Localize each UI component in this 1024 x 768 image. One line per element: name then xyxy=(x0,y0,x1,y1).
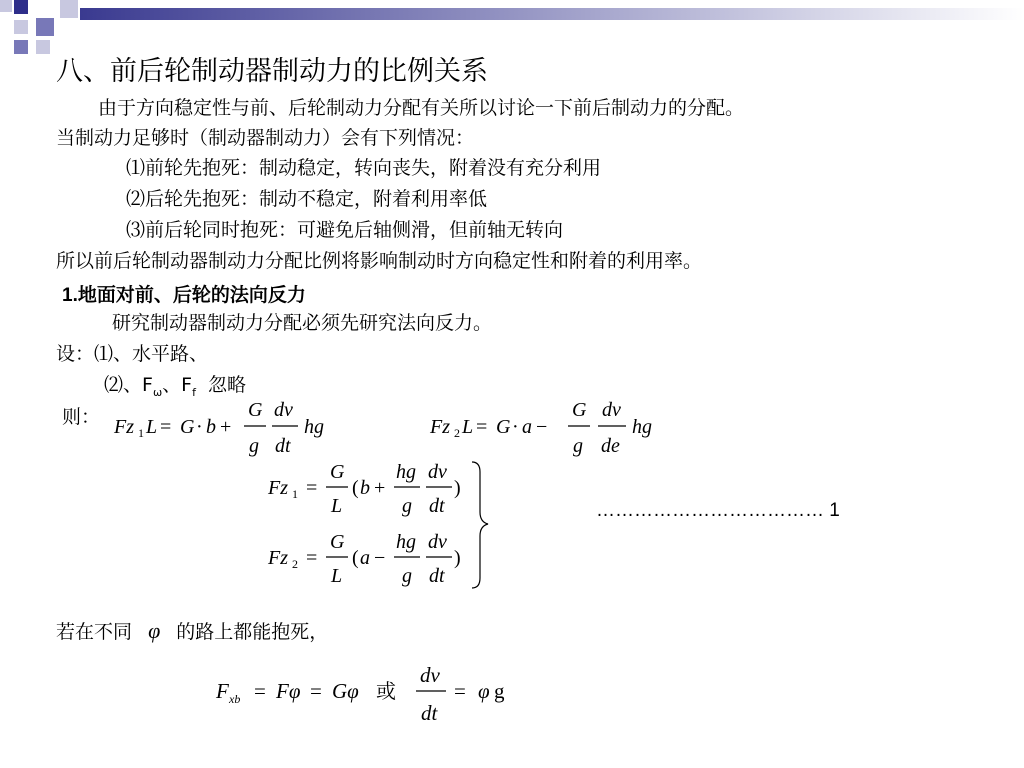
svg-text:G: G xyxy=(248,399,263,421)
svg-text:−: − xyxy=(536,416,548,438)
case-3-line: ⑶前后轮同时抱死：可避免后轴侧滑，但前轴无转向 xyxy=(126,219,564,241)
svg-text:+: + xyxy=(220,416,232,438)
svg-text:hg: hg xyxy=(304,416,324,438)
equation-braking-force xyxy=(214,658,524,730)
condition-prefix: 若在不同 xyxy=(56,621,133,643)
condition-phi-line xyxy=(56,618,328,645)
deco-square xyxy=(14,0,28,14)
svg-text:2: 2 xyxy=(454,426,460,440)
svg-text:hg: hg xyxy=(632,416,652,438)
svg-text:=: = xyxy=(160,416,172,438)
svg-text:Fφ: Fφ xyxy=(276,679,301,703)
svg-text:g: g xyxy=(402,495,412,517)
svg-text:dt: dt xyxy=(421,701,438,725)
equation-system xyxy=(266,456,496,596)
svg-text:·: · xyxy=(196,416,203,438)
deco-square xyxy=(36,18,54,36)
header-gradient-bar xyxy=(80,8,1024,20)
condition-line: 当制动力足够时（制动器制动力）会有下列情况： xyxy=(56,127,475,149)
svg-text:dv: dv xyxy=(428,461,447,483)
assume-item2-sub1: ω xyxy=(152,385,163,399)
svg-text:a: a xyxy=(522,416,532,438)
condition-suffix: 的路上都能抱死， xyxy=(176,621,329,643)
assume-item2-prefix: ⑵、F xyxy=(104,374,153,396)
svg-text:G: G xyxy=(496,416,511,438)
phi-symbol: φ xyxy=(148,618,161,643)
or-word: 或 xyxy=(376,679,396,703)
deco-square xyxy=(0,0,12,12)
deco-square xyxy=(14,20,28,34)
section-heading: 1.地面对前、后轮的法向反力 xyxy=(62,285,306,306)
svg-text:): ) xyxy=(454,477,461,499)
svg-text:+: + xyxy=(374,477,386,499)
slide-title: 八、前后轮制动器制动力的比例关系 xyxy=(56,56,488,87)
case-1-line: ⑴前轮先抱死：制动稳定，转向丧失，附着没有充分利用 xyxy=(126,157,602,179)
svg-text:(: ( xyxy=(352,477,359,499)
deco-square xyxy=(14,40,28,54)
svg-text:Gφ: Gφ xyxy=(332,679,359,703)
svg-text:Fz: Fz xyxy=(268,547,288,569)
svg-text:hg: hg xyxy=(396,461,416,483)
assume-item2-mid: 、F xyxy=(162,374,193,396)
svg-text:F: F xyxy=(216,679,229,703)
svg-text:1: 1 xyxy=(292,487,298,501)
equation-reference: ……………………………… 1 xyxy=(596,500,840,521)
intro-line: 由于方向稳定性与前、后轮制动力分配有关所以讨论一下前后制动力的分配。 xyxy=(98,97,745,119)
svg-text:=: = xyxy=(310,679,322,703)
svg-text:L: L xyxy=(331,565,343,587)
deco-square xyxy=(60,0,78,18)
deco-square xyxy=(36,40,50,54)
research-line: 研究制动器制动力分配必须先研究法向反力。 xyxy=(112,312,493,334)
svg-text:·: · xyxy=(512,416,519,438)
conclusion-line: 所以前后轮制动器制动力分配比例将影响制动时方向稳定性和附着的利用率。 xyxy=(56,250,703,272)
assume-item2-sub2: f xyxy=(192,385,196,399)
svg-text:Fz: Fz xyxy=(430,416,450,438)
svg-text:Fz: Fz xyxy=(114,416,134,438)
svg-text:dv: dv xyxy=(602,399,621,421)
assume-line: 设：⑴、水平路、 xyxy=(56,343,209,365)
svg-text:G: G xyxy=(330,531,345,553)
svg-text:dv: dv xyxy=(428,531,447,553)
svg-text:=: = xyxy=(306,547,318,569)
svg-text:dt: dt xyxy=(429,495,445,517)
svg-text:φ: φ xyxy=(478,679,490,703)
svg-text:L: L xyxy=(462,416,474,438)
svg-text:b: b xyxy=(360,477,370,499)
svg-text:=: = xyxy=(254,679,266,703)
svg-text:=: = xyxy=(454,679,466,703)
svg-text:G: G xyxy=(572,399,587,421)
assume-item2-suffix: 忽略 xyxy=(208,374,247,396)
equation-fz1-moment xyxy=(112,394,342,460)
svg-text:=: = xyxy=(306,477,318,499)
svg-text:g: g xyxy=(249,435,259,457)
svg-text:dv: dv xyxy=(420,663,440,687)
svg-text:−: − xyxy=(374,547,386,569)
svg-text:G: G xyxy=(180,416,195,438)
svg-text:xb: xb xyxy=(229,692,241,706)
svg-text:): ) xyxy=(454,547,461,569)
svg-text:b: b xyxy=(206,416,216,438)
svg-text:L: L xyxy=(331,495,343,517)
svg-text:dt: dt xyxy=(429,565,445,587)
svg-text:(: ( xyxy=(352,547,359,569)
case-2-line: ⑵后轮先抱死：制动不稳定，附着利用率低 xyxy=(126,188,488,210)
svg-text:L: L xyxy=(146,416,158,438)
svg-text:hg: hg xyxy=(396,531,416,553)
then-label: 则： xyxy=(62,406,101,428)
svg-text:G: G xyxy=(330,461,345,483)
svg-text:dv: dv xyxy=(274,399,293,421)
svg-text:de: de xyxy=(601,435,620,457)
svg-text:1: 1 xyxy=(138,426,144,440)
svg-text:a: a xyxy=(360,547,370,569)
equation-fz2-moment xyxy=(428,394,668,460)
svg-text:dt: dt xyxy=(275,435,291,457)
svg-text:=: = xyxy=(476,416,488,438)
svg-text:Fz: Fz xyxy=(268,477,288,499)
svg-text:g: g xyxy=(402,565,412,587)
svg-text:g: g xyxy=(494,679,505,703)
svg-text:g: g xyxy=(573,435,583,457)
svg-text:2: 2 xyxy=(292,557,298,571)
